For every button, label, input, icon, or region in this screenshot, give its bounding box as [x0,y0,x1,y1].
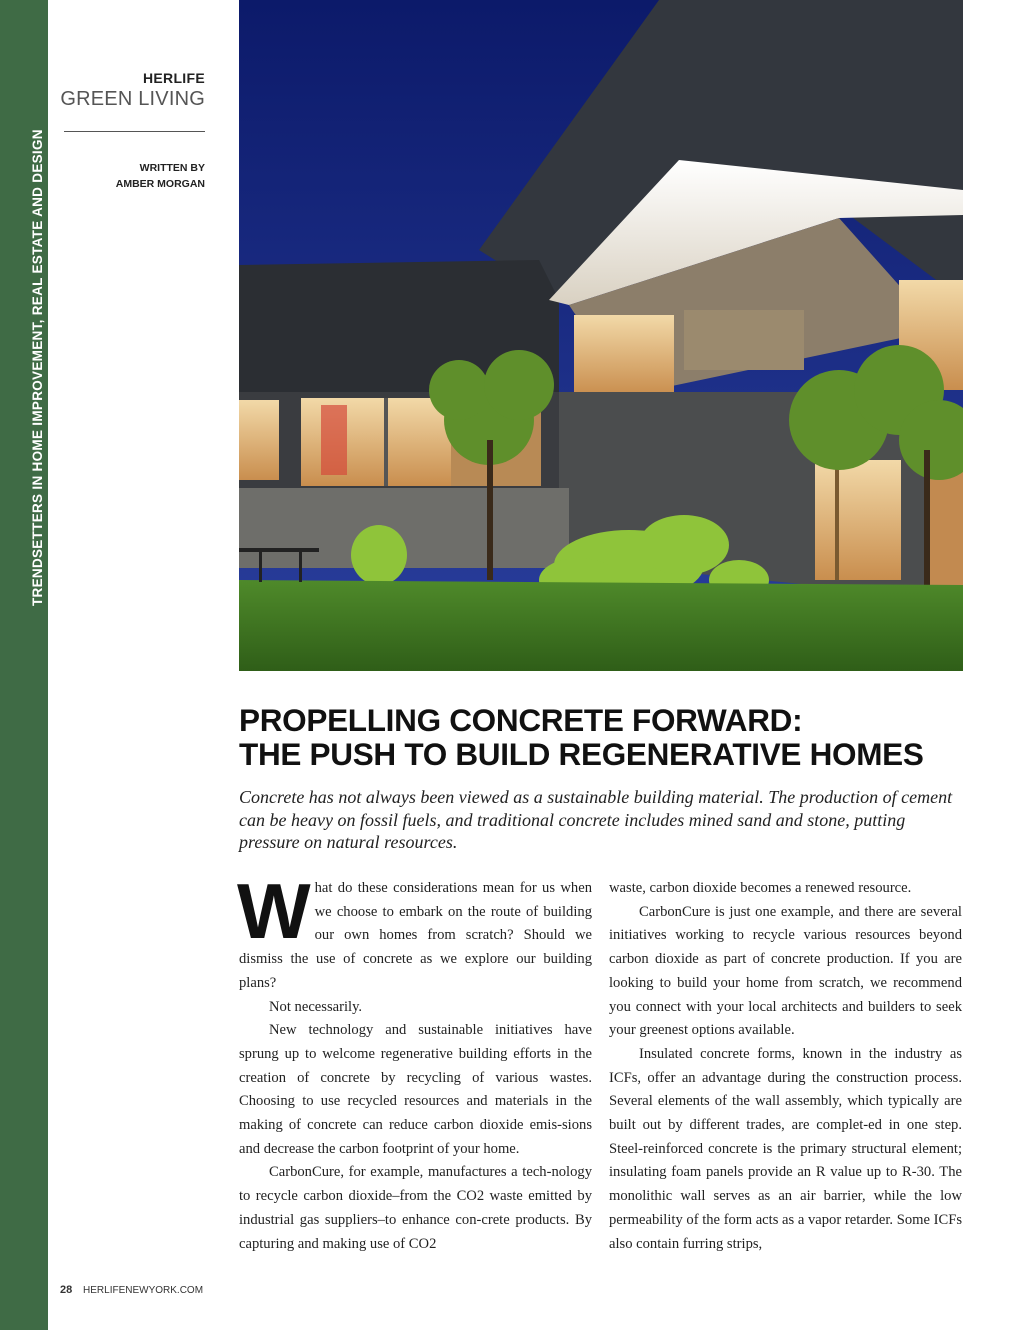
paragraph [237,867,592,996]
section-name: GREEN LIVING [60,88,205,110]
hero-photo [239,0,963,671]
paragraph: CarbonCure, for example, manufactures a tech-nology to recycle carbon dioxide–from the CO2 waste emitted by industrial gas suppliers–to enhance con-crete products. By capturing and making use of CO2 [239,1164,592,1252]
title-line-2: THE PUSH TO BUILD REGENERATIVE HOMES [239,736,924,772]
article-title [239,703,979,771]
title-line-1: PROPELLING CONCRETE FORWARD: [239,702,803,738]
paragraph: Insulated concrete forms, known in the industry as ICFs, offer an advantage during the construction process. Several elements of the wall assembly, which typically are built out by different trades, are complet-ed in one step. Steel-reinforced concrete is the primary structural element; insulating foam panels provide an R value up to R-30. The monolithic wall serves as an air barrier, while the low permeability of the form acts as a vapor retarder. Some ICFs also contain furring strips, [609,1045,962,1252]
paragraph: CarbonCure is just one example, and there are several initiatives working to recycle various resources beyond carbon dioxide as part of concrete production. If you are looking to build your home from scratch, we recommend you connect with your local architects and builders to seek your greenest options available. [609,903,962,1039]
paragraph: New technology and sustainable initiatives have sprung up to welcome regenerative building efforts in the creation of concrete by recycling of various wastes. Choosing to use recycled resources and materials in the making of concrete can reduce carbon dioxide emis-sions and decrease the carbon footprint of your home. [239,1022,592,1157]
article-dek: Concrete has not always been viewed as a sustainable building material. The production of cement can be heavy on fossil fuels, and traditional concrete includes mined sand and stone, putting pressure on natural resources. [239,787,953,852]
body-column-1 [237,867,592,1256]
byline [60,160,205,192]
paragraph: Not necessarily. [269,998,363,1015]
website-link[interactable]: HERLIFENEWYORK.COM [83,1285,204,1296]
brand-name: HERLIFE [143,70,205,86]
page-footer [60,1284,203,1296]
byline-label: WRITTEN BY [139,162,205,174]
sidebar-vertical-text: TRENDSETTERS IN HOME IMPROVEMENT, REAL ESTATE AND DESIGN [30,129,45,606]
drop-cap: W [237,867,311,955]
author-name: AMBER MORGAN [115,178,205,190]
body-column-2 [609,877,962,1256]
section-header [60,70,205,111]
paragraph-text: hat do these considerations mean for us when we choose to embark on the route of building our own homes from scratch? Should we dismiss the use of concrete as we explore our building plans? [239,880,592,991]
header-divider [64,131,205,132]
page-number: 28 [60,1284,73,1296]
paragraph: waste, carbon dioxide becomes a renewed resource. [609,880,912,896]
